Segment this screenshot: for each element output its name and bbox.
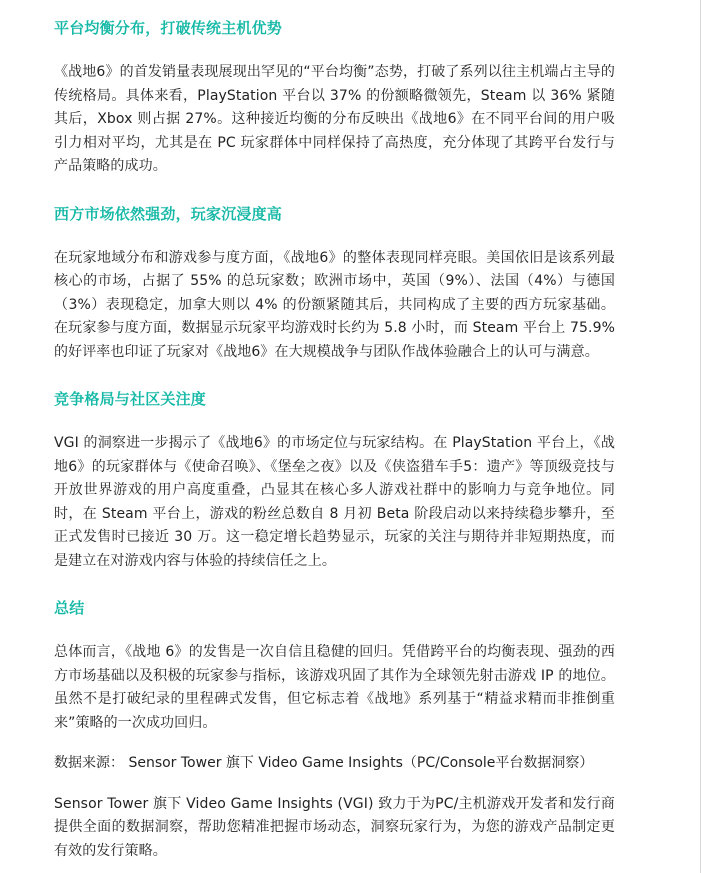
- section-heading-platform: 平台均衡分布，打破传统主机优势: [54, 19, 283, 37]
- section-body-platform: 《战地6》的首发销量表现展现出罕见的“平台均衡”态势，打破了系列以往主机端占主导的传统格局。具体来看，PlayStation 平台以 37% 的份额略微领先，Steam 以 36% 紧随其后，Xbox 则占据 27%。这种接近均衡的分布反映出《战地6》在不同平台间的用户吸引力相对平均，尤其是在 PC 玩家群体中同样保持了高热度，充分体现了其跨平台发行与产品策略的成功。: [54, 64, 615, 174]
- section-heading-summary: 总结: [54, 599, 85, 617]
- section-heading-competition: 竞争格局与社区关注度: [54, 390, 207, 408]
- vgi-description-paragraph: Sensor Tower 旗下 Video Game Insights (VGI) 致力于为PC/主机游戏开发者和发行商提供全面的数据洞察，帮助您精准把握市场动态，洞察玩家行为，为您的游戏产品制定更有效的发行策略。: [54, 795, 615, 859]
- section-body-western-market: 在玩家地域分布和游戏参与度方面，《战地6》的整体表现同样亮眼。美国依旧是该系列最核心的市场，占据了 55% 的总玩家数；欧洲市场中，英国（9%）、法国（4%）与德国（3%）表现稳定，加拿大则以 4% 的份额紧随其后，共同构成了主要的西方玩家基础。在玩家参与度方面，数据显示玩家平均游戏时长约为 5.8 小时，而 Steam 平台上 75.9% 的好评率也印证了玩家对《战地6》在大规模战争与团队作战体验融合上的认可与满意。: [54, 249, 615, 360]
- section-body-summary: 总体而言，《战地 6》的发售是一次自信且稳健的回归。凭借跨平台的均衡表现、强劲的西方市场基础以及积极的玩家参与指标，该游戏巩固了其作为全球领先射击游戏 IP 的地位。虽然不是打破纪录的里程碑式发售，但它标志着《战地》系列基于“精益求精而非推倒重来”策略的一次成功回归。: [54, 644, 615, 731]
- data-source-line: 数据来源： Sensor Tower 旗下 Video Game Insights（PC/Console平台数据洞察）: [54, 755, 594, 771]
- section-heading-western-market: 西方市场依然强劲，玩家沉浸度高: [54, 204, 283, 223]
- section-body-competition: VGI 的洞察进一步揭示了《战地6》的市场定位与玩家结构。在 PlayStation 平台上，《战地6》的玩家群体与《使命召唤》、《堡垒之夜》以及《侠盗猎车手5：遗产》等顶级竞技与开放世界游戏的用户高度重叠，凸显其在核心多人游戏社群中的影响力与竞争地位。同时，在 Steam 平台上，游戏的粉丝总数自 8 月初 Beta 阶段启动以来持续稳步攀升，至正式发售时已接近 30 万。这一稳定增长趋势显示，玩家的关注与期待并非短期热度，而是建立在对游戏内容与体验的持续信任之上。: [54, 435, 615, 569]
